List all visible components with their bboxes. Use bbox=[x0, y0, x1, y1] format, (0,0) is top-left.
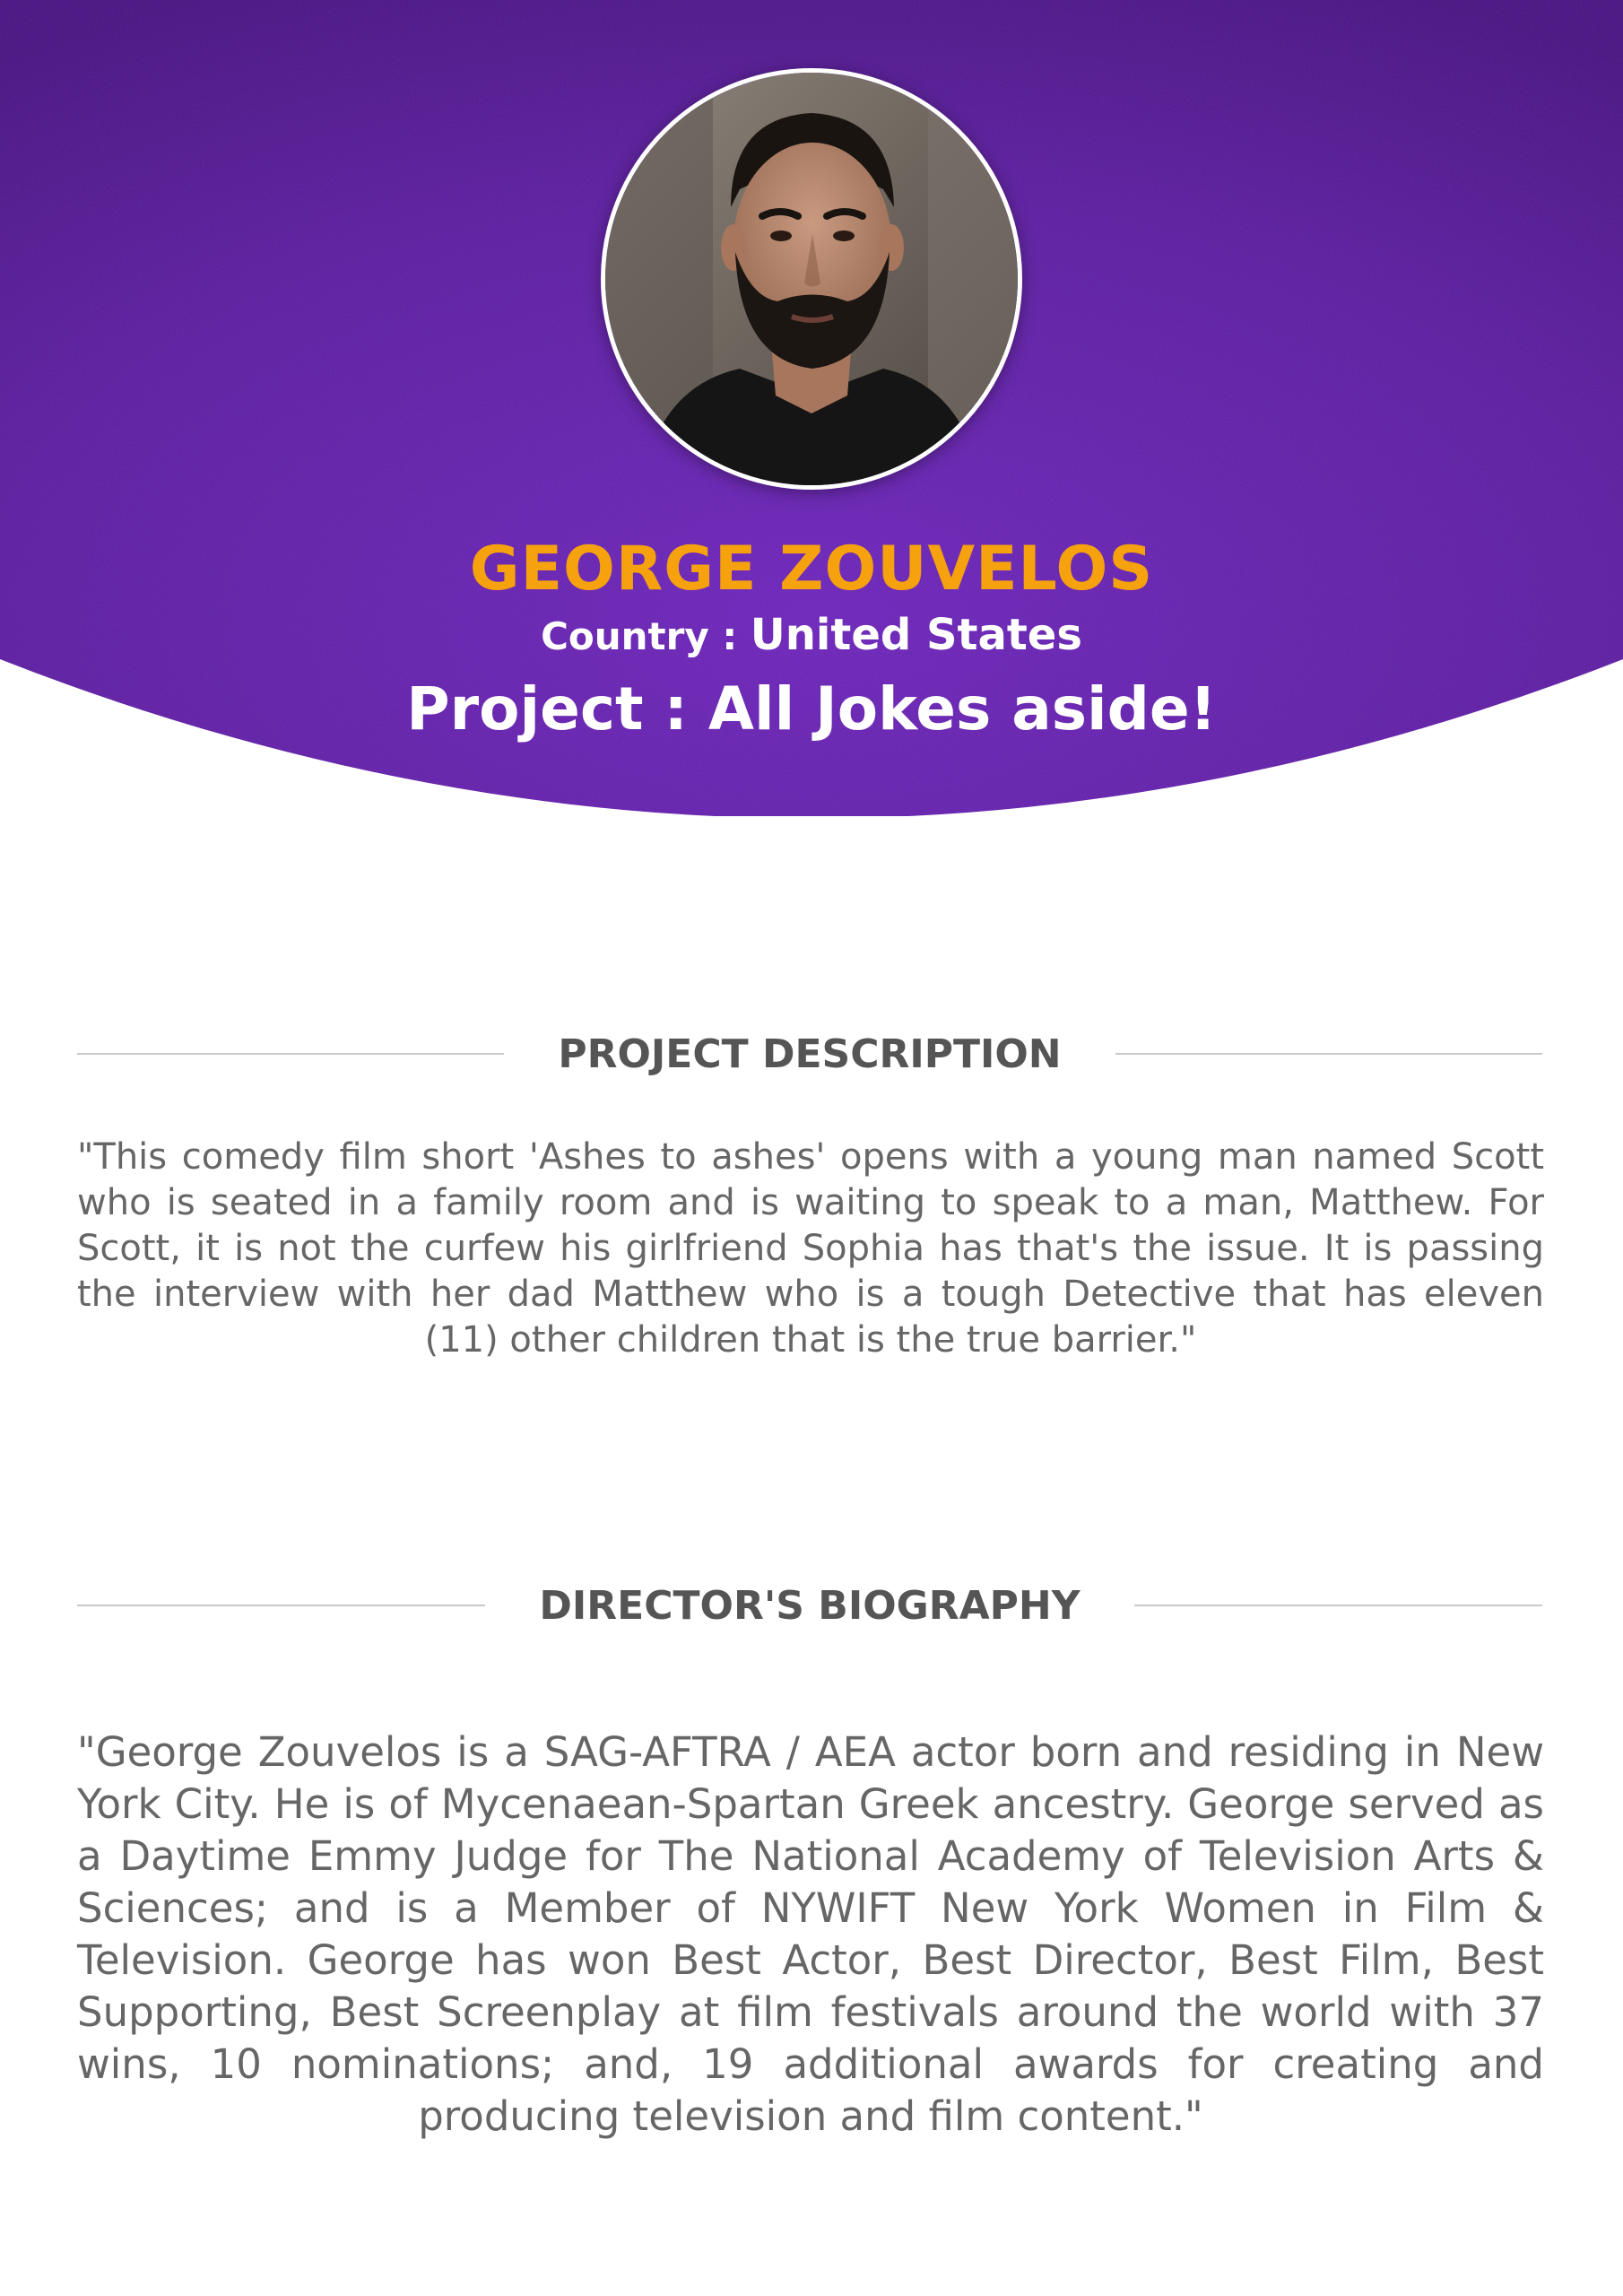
project-title: Project : All Jokes aside! bbox=[406, 674, 1217, 744]
divider-left bbox=[77, 1605, 485, 1606]
divider-right bbox=[1134, 1605, 1542, 1606]
section-title: DIRECTOR'S BIOGRAPHY bbox=[539, 1582, 1081, 1629]
director-portrait bbox=[601, 68, 1022, 490]
section-title: PROJECT DESCRIPTION bbox=[558, 1031, 1062, 1077]
country-line bbox=[0, 610, 1623, 660]
portrait-image bbox=[605, 73, 1018, 485]
divider-right bbox=[1115, 1053, 1542, 1055]
biography-text: "George Zouvelos is a SAG-AFTRA / AEA actor born and residing in New York City. He is of Mycenaean-Spartan Greek ancestry. George served as a Daytime Emmy Judge for The National Academy of Television Arts & Sciences; and is a Member of NYWIFT New York Women in Film & Television. George has won Best Actor, Best Director, Best Film, Best Supporting, Best Screenplay at film festivals around the world with 37 wins, 10 nominations; and, 19 additional awards for creating and producing television and film content." bbox=[77, 1728, 1544, 2140]
project-description-text: "This comedy film short 'Ashes to ashes' opens with a young man named Scott who is seated in a family room and is waiting to speak to a man, Matthew. For Scott, it is not the curfew his girlfriend Sophia has that's the issue. It is passing the interview with her dad Matthew who is a tough Detective that has eleven (11) other children that is the true barrier." bbox=[77, 1136, 1544, 1361]
director-name: GEORGE ZOUVELOS bbox=[469, 534, 1154, 604]
country-value: United States bbox=[750, 610, 1082, 660]
project-description-heading bbox=[77, 1027, 1542, 1081]
divider-left bbox=[77, 1053, 504, 1055]
biography-heading bbox=[77, 1578, 1542, 1632]
country-label: Country : bbox=[541, 614, 751, 658]
